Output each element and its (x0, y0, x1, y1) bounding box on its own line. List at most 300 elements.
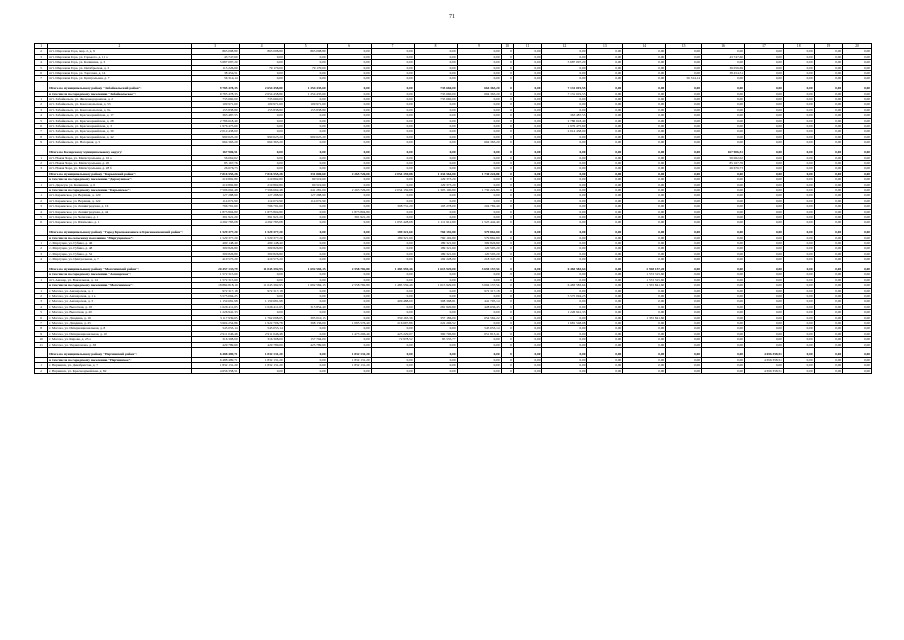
amount-cell: 0,00 (843, 368, 872, 373)
amount-cell: 0,00 (327, 107, 371, 112)
amount-cell: 0,00 (783, 251, 814, 256)
amount-cell: 309 826,80 (239, 246, 284, 251)
amount-cell: 0,00 (843, 177, 872, 182)
amount-cell: 0,00 (284, 155, 327, 160)
amount-cell: 0,00 (783, 342, 814, 347)
amount-cell: 0,00 (623, 182, 666, 187)
amount-cell: 0,00 (284, 214, 327, 219)
amount-cell: 0,00 (843, 113, 872, 118)
amount-cell: 0,00 (702, 363, 745, 368)
amount-cell: 0,00 (666, 214, 702, 219)
amount-cell: 398 731,20 (371, 204, 414, 209)
amount-cell: 43 747,60 (702, 54, 745, 59)
amount-cell: 4 292 783,08 (191, 220, 239, 225)
amount-cell: 0,00 (702, 81, 745, 91)
amount-cell: 0,00 (513, 182, 542, 187)
amount-cell: 0,00 (745, 124, 784, 129)
amount-cell: 0,00 (843, 54, 872, 59)
amount-cell: 0,00 (814, 49, 843, 54)
amount-cell: 1 525 442,40 (457, 220, 501, 225)
amount-cell: 0,00 (666, 118, 702, 123)
amount-cell: 0,00 (327, 225, 371, 235)
amount-cell: 0,00 (542, 240, 587, 245)
amount-cell: 2 786 618,40 (191, 118, 239, 123)
amount-cell: 0,00 (702, 129, 745, 134)
amount-cell: 0,00 (371, 134, 414, 139)
amount-cell: 0 (501, 171, 513, 176)
amount-cell: 1 355 841,60 (623, 283, 666, 288)
amount-cell: 391 921,20 (239, 214, 284, 219)
amount-cell: 0,00 (745, 288, 784, 293)
amount-cell: 0,00 (814, 262, 843, 272)
row-number-cell: 4 (35, 257, 48, 262)
amount-cell: 0 (501, 160, 513, 165)
amount-cell: 0,00 (542, 160, 587, 165)
amount-cell: 0,00 (843, 251, 872, 256)
amount-cell: 0,00 (814, 235, 843, 240)
amount-cell: 0,00 (457, 97, 501, 102)
amount-cell: 0,00 (814, 134, 843, 139)
amount-cell: 425 229,07 (371, 331, 414, 336)
amount-cell: 545 053,14 (239, 326, 284, 331)
amount-cell: 0,00 (513, 315, 542, 320)
amount-cell: 7 816 555,28 (191, 171, 239, 176)
amount-cell: 1 572 315,60 (623, 277, 666, 282)
amount-cell: 0,00 (542, 76, 587, 81)
amount-cell: 0,00 (284, 299, 327, 304)
amount-cell: 0,00 (542, 177, 587, 182)
amount-cell: 222 296,52 (414, 321, 457, 326)
column-number: 8 (414, 44, 457, 49)
amount-cell: 0,00 (587, 299, 623, 304)
amount-cell: 360 796,80 (414, 331, 457, 336)
amount-cell: 0,00 (666, 257, 702, 262)
amount-cell: 0,00 (414, 368, 457, 373)
amount-cell: 0,00 (457, 277, 501, 282)
address-cell: г. Могоча, ул. Амазарская, д. 1 а (48, 294, 191, 299)
amount-cell: 0,00 (623, 54, 666, 59)
address-cell: Итого по муниципальному району "Забайкальский район": (48, 81, 191, 91)
amount-cell: 0,00 (371, 288, 414, 293)
amount-cell: 0,00 (513, 348, 542, 358)
amount-cell: 0,00 (587, 166, 623, 171)
amount-cell: 0,00 (702, 204, 745, 209)
amount-cell: 204 782,40 (457, 204, 501, 209)
total-row (35, 348, 872, 358)
amount-cell: 0,00 (843, 155, 872, 160)
amount-cell: 0,00 (843, 160, 872, 165)
address-cell: Итого по Каларскому муниципальному округу: (48, 145, 191, 155)
amount-cell: 1 572 315,60 (191, 277, 239, 282)
amount-cell: 0,00 (745, 129, 784, 134)
amount-cell: 0,00 (702, 113, 745, 118)
amount-cell: 0,00 (371, 214, 414, 219)
amount-cell: 0 (501, 257, 513, 262)
amount-cell: 189 321,60 (414, 246, 457, 251)
amount-cell: 0,00 (666, 283, 702, 288)
row-number-cell (35, 81, 48, 91)
amount-cell: 0,00 (843, 277, 872, 282)
amount-cell: 0,00 (666, 160, 702, 165)
address-cell: пгт. Амазар, ул. Вокзальная, д. 14 (48, 277, 191, 282)
amount-cell: 0,00 (843, 331, 872, 336)
amount-cell: 0,00 (284, 225, 327, 235)
amount-cell: 0,00 (745, 246, 784, 251)
amount-cell: 359 163,36 (371, 315, 414, 320)
address-cell: пгт. Забайкальск, ул. Нагорная, д. 5 (48, 140, 191, 145)
amount-cell: 2 265 726,00 (327, 171, 371, 176)
amount-cell: 0,00 (814, 91, 843, 96)
amount-cell: 0,00 (542, 214, 587, 219)
amount-cell: 1 730 224,80 (457, 187, 501, 192)
amount-cell: 0,00 (623, 294, 666, 299)
amount-cell: 1 655 428,68 (371, 220, 414, 225)
amount-cell: 990 625,20 (239, 134, 284, 139)
amount-cell: 0,00 (542, 348, 587, 358)
address-cell: г. Могоча, ул. Дзюдина, д. 16 (48, 315, 191, 320)
amount-cell: 0,00 (457, 160, 501, 165)
amount-cell: 0,00 (814, 240, 843, 245)
amount-cell: 0,00 (666, 198, 702, 203)
amount-cell: 1 922 706,78 (239, 321, 284, 326)
amount-cell: 115 226,69 (191, 65, 239, 70)
amount-cell: 0,00 (623, 124, 666, 129)
amount-cell: 0,00 (513, 331, 542, 336)
amount-cell: 1 832 131,20 (191, 363, 239, 368)
amount-cell: 0,00 (513, 76, 542, 81)
amount-cell: 0,00 (327, 272, 371, 277)
address-cell: в том числе по городскому поселению "Дарасунское": (48, 177, 191, 182)
column-number: 13 (587, 44, 623, 49)
amount-cell: 0,00 (666, 140, 702, 145)
amount-cell: 1 026 411,65 (191, 304, 239, 309)
amount-cell: 157 794,00 (284, 337, 327, 342)
amount-cell: 0,00 (783, 348, 814, 358)
amount-cell: 0,00 (843, 204, 872, 209)
amount-cell: 0,00 (414, 134, 457, 139)
amount-cell: 0,00 (513, 235, 542, 240)
amount-cell: 0,00 (542, 288, 587, 293)
amount-cell: 0,00 (623, 214, 666, 219)
amount-cell: 1 692 584,15 (284, 262, 327, 272)
amount-cell: 0,00 (623, 187, 666, 192)
row-number-cell: 3 (35, 251, 48, 256)
amount-cell: 0,00 (745, 225, 784, 235)
amount-cell: 0,00 (814, 283, 843, 288)
amount-cell: 0,00 (814, 357, 843, 362)
amount-cell: 0,00 (327, 277, 371, 282)
amount-cell: 0,00 (284, 294, 327, 299)
amount-cell: 0,00 (414, 363, 457, 368)
amount-cell: 0,00 (414, 193, 457, 198)
amount-cell: 0,00 (239, 272, 284, 277)
amount-cell: 0,00 (814, 71, 843, 76)
amount-cell: 0,00 (702, 60, 745, 65)
total-row (35, 145, 872, 155)
amount-cell: 0 (501, 49, 513, 54)
amount-cell: 0,00 (666, 363, 702, 368)
amount-cell: 6 483 583,64 (542, 262, 587, 272)
amount-cell: 0,00 (284, 288, 327, 293)
amount-cell: 0,00 (542, 166, 587, 171)
amount-cell: 0,00 (843, 209, 872, 214)
address-cell: пгт. Новая Чара, ул. Магистральная, д. 28 б (48, 166, 191, 171)
amount-cell: 0,00 (457, 214, 501, 219)
amount-cell: 7 816 555,28 (239, 171, 284, 176)
column-number: 18 (783, 44, 814, 49)
amount-cell: 0,00 (623, 102, 666, 107)
amount-cell: 219 892,80 (239, 182, 284, 187)
amount-cell: 2 654 458,80 (239, 91, 284, 96)
amount-cell: 0 (501, 225, 513, 235)
amount-cell: 0,00 (513, 65, 542, 70)
amount-cell: 0,00 (371, 166, 414, 171)
row-number-cell (35, 348, 48, 358)
amount-cell: 2 054 159,88 (371, 187, 414, 192)
amount-cell: 189 321,60 (371, 235, 414, 240)
amount-cell: 0,00 (327, 257, 371, 262)
amount-cell: 0,00 (623, 81, 666, 91)
amount-cell: 0,00 (542, 342, 587, 347)
row-number-cell: 7 (35, 321, 48, 326)
amount-cell: 9 785 478,35 (191, 81, 239, 91)
amount-cell: 0,00 (587, 129, 623, 134)
amount-cell: 0,00 (414, 294, 457, 299)
address-cell: пгт. Шерловая Гора, ул. Горького, д. 11 а (48, 54, 191, 59)
amount-cell: 0,00 (239, 118, 284, 123)
amount-cell: 0,00 (783, 182, 814, 187)
amount-cell: 0,00 (783, 60, 814, 65)
amount-cell: 0,00 (513, 326, 542, 331)
amount-cell: 85 167,76 (191, 160, 239, 165)
amount-cell: 0,00 (371, 357, 414, 362)
amount-cell: 0,00 (414, 145, 457, 155)
row-number-cell: 2 (35, 368, 48, 373)
amount-cell: 0,00 (371, 65, 414, 70)
amount-cell: 0,00 (814, 251, 843, 256)
amount-cell: 0 (501, 251, 513, 256)
amount-cell: 0,00 (814, 107, 843, 112)
amount-cell: 79 170,00 (284, 65, 327, 70)
address-cell: г. Могоча, ул. Высотная, д. 18 (48, 304, 191, 309)
amount-cell: 0 (501, 65, 513, 70)
amount-cell: 127 288,90 (239, 193, 284, 198)
amount-cell: 0,00 (327, 49, 371, 54)
row-number-cell: 9 (35, 331, 48, 336)
amount-cell: 499 148,40 (191, 240, 239, 245)
amount-cell: 0,00 (371, 97, 414, 102)
amount-cell: 0,00 (843, 310, 872, 315)
amount-cell: 0,00 (666, 49, 702, 54)
amount-cell: 309 826,80 (457, 240, 501, 245)
amount-cell: 0,00 (371, 277, 414, 282)
amount-cell: 331 800,60 (284, 171, 327, 176)
amount-cell: 1 111 912,80 (414, 220, 457, 225)
address-cell: пгт. Шерловая Гора, ул. Центральная, д. 7 (48, 76, 191, 81)
address-cell: г. Могоча, ул. Интернациональная, д. 10 (48, 331, 191, 336)
amount-cell: 0,00 (371, 60, 414, 65)
amount-cell: 0,00 (745, 294, 784, 299)
amount-cell: 0,00 (371, 209, 414, 214)
amount-cell: 0,00 (371, 113, 414, 118)
amount-cell: 0,00 (666, 315, 702, 320)
amount-cell: 0,00 (371, 91, 414, 96)
amount-cell: 0 (501, 187, 513, 192)
amount-cell: 0,00 (327, 140, 371, 145)
amount-cell: 0,00 (666, 331, 702, 336)
amount-cell: 0,00 (239, 60, 284, 65)
amount-cell: 0,00 (745, 209, 784, 214)
row-number-cell: 2 (35, 294, 48, 299)
amount-cell: 0,00 (371, 81, 414, 91)
amount-cell: 0,00 (371, 257, 414, 262)
amount-cell: 72 978,52 (371, 337, 414, 342)
amount-cell: 0,00 (414, 272, 457, 277)
amount-cell: 0,00 (587, 368, 623, 373)
amount-cell: 0,00 (327, 251, 371, 256)
amount-cell: 0,00 (702, 304, 745, 309)
amount-cell: 0,00 (371, 246, 414, 251)
amount-cell: 990 625,20 (284, 134, 327, 139)
column-number: 6 (327, 44, 371, 49)
amount-cell: 0,00 (666, 209, 702, 214)
address-cell: г. Нерчинск, ул. Красноармейская, д. 82 (48, 368, 191, 373)
amount-cell: 0,00 (814, 294, 843, 299)
amount-cell: 0,00 (623, 225, 666, 235)
amount-cell: 1 473 206,40 (327, 331, 371, 336)
amount-cell: 0,00 (327, 113, 371, 118)
row-number-cell: 8 (35, 326, 48, 331)
amount-cell: 0,00 (542, 107, 587, 112)
amount-cell: 0,00 (587, 315, 623, 320)
amount-cell: 0,00 (542, 102, 587, 107)
amount-cell: 0,00 (414, 65, 457, 70)
amount-cell: 363 487,55 (191, 113, 239, 118)
amount-cell: 0,00 (814, 310, 843, 315)
amount-cell: 3 604 254,86 (191, 321, 239, 326)
amount-cell: 0,00 (783, 288, 814, 293)
row-number-cell: 6 (35, 315, 48, 320)
amount-cell: 0,00 (814, 65, 843, 70)
amount-cell: 0,00 (587, 272, 623, 277)
amount-cell: 0,00 (814, 166, 843, 171)
amount-cell: 0,00 (457, 357, 501, 362)
amount-cell: 0,00 (843, 272, 872, 277)
amount-cell: 0,00 (587, 310, 623, 315)
amount-cell: 0,00 (542, 363, 587, 368)
total-row (35, 225, 872, 235)
amount-cell: 0,00 (843, 220, 872, 225)
row-number-cell: 2 (35, 198, 48, 203)
amount-cell: 0,00 (745, 91, 784, 96)
amount-cell: 0,00 (284, 76, 327, 81)
row-number-cell: 4 (35, 113, 48, 118)
amount-cell: 0,00 (814, 246, 843, 251)
amount-cell: 0,00 (513, 337, 542, 342)
amount-cell: 409 488,00 (371, 299, 414, 304)
amount-cell: 0,00 (623, 134, 666, 139)
amount-cell: 0,00 (284, 97, 327, 102)
amount-cell: 0,00 (457, 113, 501, 118)
amount-cell: 0,00 (666, 124, 702, 129)
amount-cell: 0,00 (623, 91, 666, 96)
amount-cell: 0,00 (623, 49, 666, 54)
amount-cell: 0,00 (702, 102, 745, 107)
amount-cell: 0,00 (666, 240, 702, 245)
amount-cell: 0,00 (702, 140, 745, 145)
amount-cell: 0,00 (371, 107, 414, 112)
amount-cell: 0,00 (814, 60, 843, 65)
amount-cell: 0,00 (666, 187, 702, 192)
amount-cell: 0,00 (783, 91, 814, 96)
amount-cell: 0,00 (457, 182, 501, 187)
amount-cell: 4 292 783,08 (239, 220, 284, 225)
amount-cell: 499 148,40 (239, 240, 284, 245)
amount-cell: 0,00 (542, 97, 587, 102)
amount-cell: 7 596 662,48 (191, 187, 239, 192)
amount-cell: 0,00 (542, 193, 587, 198)
amount-cell: 0,00 (513, 214, 542, 219)
amount-cell: 0,00 (623, 246, 666, 251)
amount-cell: 0,00 (327, 299, 371, 304)
amount-cell: 0,00 (414, 124, 457, 129)
amount-cell: 0,00 (327, 65, 371, 70)
amount-cell: 0,00 (843, 187, 872, 192)
amount-cell: 0,00 (513, 262, 542, 272)
amount-cell: 0,00 (666, 81, 702, 91)
amount-cell: 2 558 782,80 (327, 283, 371, 288)
amount-cell: 1 254 435,60 (284, 81, 327, 91)
amount-cell: 0,00 (327, 220, 371, 225)
amount-cell: 0,00 (702, 288, 745, 293)
amount-cell: 0,00 (783, 283, 814, 288)
amount-cell: 0,00 (371, 54, 414, 59)
amount-cell: 972 317,18 (191, 288, 239, 293)
address-cell: пгт. Карымское, ул. Ленинградская, д. 44 (48, 209, 191, 214)
amount-cell: 0,00 (587, 246, 623, 251)
amount-cell: 120 505,20 (457, 251, 501, 256)
amount-cell: 0,00 (623, 357, 666, 362)
amount-cell: 0,00 (745, 331, 784, 336)
row-number-cell: 4 (35, 304, 48, 309)
amount-cell: 0,00 (745, 134, 784, 139)
amount-cell: 0,00 (843, 102, 872, 107)
amount-cell: 0,00 (702, 177, 745, 182)
address-cell: г. Могоча, ул. Интернациональная, д. 8 (48, 326, 191, 331)
amount-cell: 0,00 (513, 187, 542, 192)
column-number: 7 (371, 44, 414, 49)
amount-cell: 0,00 (371, 155, 414, 160)
amount-cell: 0,00 (814, 102, 843, 107)
amount-cell: 0,00 (457, 193, 501, 198)
amount-cell: 0,00 (414, 326, 457, 331)
amount-cell: 0,00 (702, 331, 745, 336)
amount-cell: 0,00 (843, 65, 872, 70)
amount-cell: 0,00 (587, 342, 623, 347)
amount-cell: 429 789,60 (191, 342, 239, 347)
row-number-cell (35, 225, 48, 235)
amount-cell: 0,00 (702, 251, 745, 256)
amount-cell: 1 085 576,40 (327, 321, 371, 326)
amount-cell: 0,00 (783, 118, 814, 123)
amount-cell: 0,00 (843, 363, 872, 368)
amount-cell: 1 832 131,20 (239, 348, 284, 358)
amount-cell: 0,00 (814, 315, 843, 320)
amount-cell: 1 529 377,20 (239, 225, 284, 235)
amount-cell: 0,00 (843, 348, 872, 358)
amount-cell: 0 (501, 102, 513, 107)
address-cell: пгт. Карымское, ул. Чепалова, д. 1 (48, 214, 191, 219)
